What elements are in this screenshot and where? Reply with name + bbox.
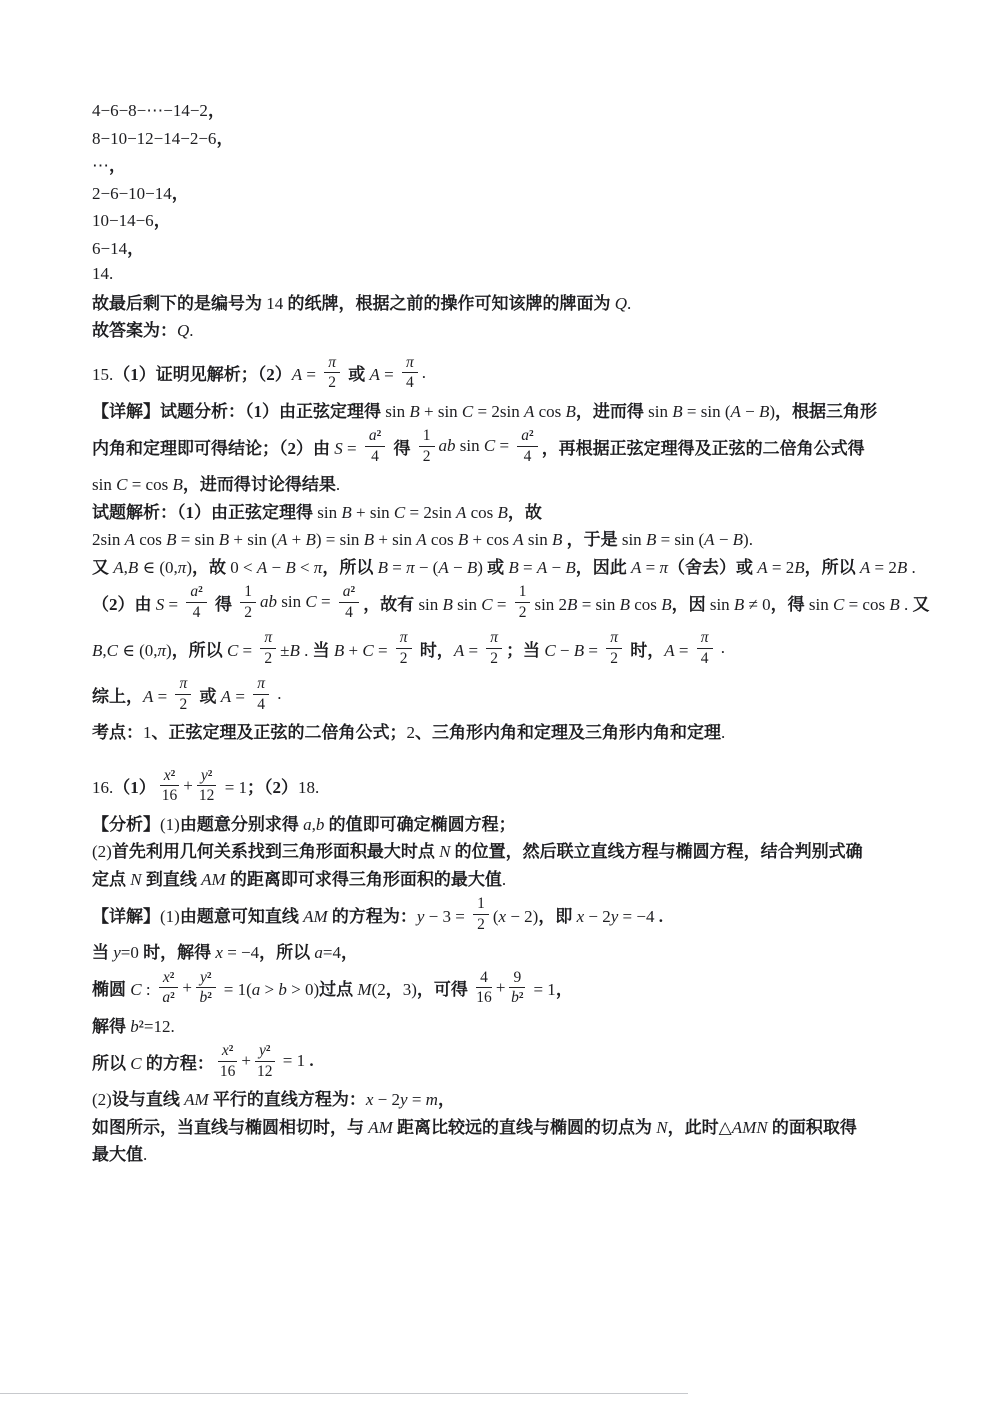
problem14-elimination-sequences	[92, 95, 962, 343]
p16-analysis-1: 【分析】(1)由题意分别求得 a,b 的值即可确定椭圆方程；	[92, 814, 516, 834]
fraction: $\frac{\text{y²}}{12}$	[255, 1042, 275, 1080]
fraction: x² 16	[160, 767, 180, 805]
fraction: x² a²	[159, 969, 179, 1007]
p15-answer: 15.（1）证明见解析；（2）A = $\frac{\pi}{2}$ 或 A = $\frac{\pi}{4}$ .	[92, 353, 426, 391]
p16-detail-2: 当 y=0 时，解得 x = −4，所以 a=4，	[92, 943, 358, 963]
p15-solution-5: B,C ∈ (0,π)，所以 C = $\frac{\pi}{2}$ ±B . 当 B + C = $\frac{\pi}{2}$ 时，A = $\frac{\pi}{2}$ ；当 C − B = $\frac{\pi}{2}$ 时，A = $\frac{\pi}{4}$ .	[92, 629, 725, 667]
seq-line-5: 10−14−6，	[92, 211, 171, 231]
answer-statement: 故答案为：Q.	[92, 321, 194, 341]
fraction: $\frac{\pi}{4}$	[253, 675, 269, 713]
p15-solution-4: （2）由 S = $\frac{\text{a²}}{4}$ 得 1 2 ab sin C = $\frac{\text{a²}}{4}$ ，故有 sin B sin C = $\frac{1}{2}$ sin 2B = sin B cos B，因 sin B ≠ 0，得 sin C = cos B . 又	[92, 583, 930, 621]
p15-analysis-1: 【详解】试题分析：（1）由正弦定理得 sin B + sin C = 2sin A cos B，进而得 sin B = sin (A − B)，根据三角形	[92, 401, 878, 421]
seq-line-1: 4−6−8−⋯−14−2，	[92, 101, 225, 121]
fraction: $\frac{\text{a²}}{4}$	[186, 583, 206, 621]
fraction: $\frac{\pi}{2}$	[260, 629, 276, 667]
p16-detail-3: 椭圆 C : x² a² + $\frac{\text{y²}}{\text{b²}}$ = 1(a > b > 0)过点 M(2，3)，可得 4 16 + $\frac{9}{\text{b²}}$ = 1，	[92, 968, 573, 1006]
fraction: $\frac{9}{\text{b²}}$	[511, 968, 524, 1006]
p15-solution-2: 2sin A cos B = sin B + sin (A + B) = sin B + sin A cos B + cos A sin B ，于是 sin B = sin (A − B).	[92, 530, 753, 550]
p15-keypoints: 考点：1、正弦定理及正弦的二倍角公式；2、三角形内角和定理及三角形内角和定理.	[92, 723, 726, 743]
seq-line-4: 2−6−10−14，	[92, 183, 189, 203]
fraction: $\frac{\pi}{2}$	[175, 675, 191, 713]
seq-line-6: 6−14，	[92, 238, 145, 258]
seq-line-3: ⋯，	[92, 156, 126, 176]
fraction: $\frac{\pi}{2}$	[324, 354, 340, 392]
fraction: $\frac{\text{y²}}{12}$	[197, 767, 217, 805]
p16-detail-1: 【详解】(1)由题意可知直线 AM 的方程为：y − 3 = $\frac{1}{2}$ (x − 2)，即 x − 2y = −4 .	[92, 895, 663, 933]
fraction: x² 16	[218, 1042, 238, 1080]
p15-summary: 综上，A = $\frac{\pi}{2}$ 或 A = $\frac{\pi}{4}$ .	[92, 675, 282, 713]
fraction: $\frac{\pi}{2}$	[486, 629, 502, 667]
fraction: $\frac{\text{a²}}{4}$	[365, 427, 385, 465]
fraction: 1 2	[240, 583, 256, 621]
seq-line-7: 14.	[92, 263, 114, 283]
page-edge-rule	[0, 1393, 688, 1394]
fraction: 1 2	[419, 427, 435, 465]
fraction: $\frac{\pi}{4}$	[697, 629, 713, 667]
problem16-solution	[92, 763, 962, 1167]
p16-analysis-3: 定点 N 到直线 AM 的距离即可求得三角形面积的最大值.	[92, 869, 507, 889]
fraction: 4 16	[476, 968, 492, 1006]
fraction: $\frac{\pi}{2}$	[606, 629, 622, 667]
p16-detail-4: 解得 b²=12.	[92, 1016, 175, 1036]
problem15-solution	[92, 350, 962, 745]
fraction: $\frac{\text{a²}}{4}$	[517, 427, 537, 465]
fraction: $\frac{1}{2}$	[515, 583, 531, 621]
p16-detail-6: (2)设与直线 AM 平行的直线方程为：x − 2y = m，	[92, 1090, 455, 1110]
p16-analysis-2: (2)首先利用几何关系找到三角形面积最大时点 N 的位置，然后联立直线方程与椭圆方程，结合判别式确	[92, 842, 863, 862]
card-conclusion: 故最后剩下的是编号为 14 的纸牌，根据之前的操作可知该牌的牌面为 Q.	[92, 293, 632, 313]
fraction: $\frac{\text{a²}}{4}$	[339, 583, 359, 621]
p16-detail-7: 如图所示，当直线与椭圆相切时，与 AM 距离比较远的直线与椭圆的切点为 N，此时△AMN 的面积取得	[92, 1117, 857, 1137]
fraction: $\frac{\pi}{2}$	[396, 629, 412, 667]
p15-analysis-3: sin C = cos B，进而得讨论得结果.	[92, 475, 341, 495]
fraction: $\frac{\pi}{4}$	[402, 354, 418, 392]
p15-solution-1: 试题解析：（1）由正弦定理得 sin B + sin C = 2sin A cos B，故	[92, 502, 542, 522]
p16-detail-8: 最大值.	[92, 1145, 148, 1165]
fraction: $\frac{\text{y²}}{\text{b²}}$	[196, 969, 216, 1007]
p15-analysis-2: 内角和定理即可得结论；（2）由 S = $\frac{\text{a²}}{4}$ 得 1 2 ab sin C = $\frac{\text{a²}}{4}$ ，再根据正弦定理得及正弦的二倍角公式得	[92, 427, 865, 465]
p16-answer: 16.（1） x² 16 + $\frac{\text{y²}}{12}$ = 1；（2）18.	[92, 766, 320, 804]
p16-detail-5: 所以 C 的方程： x² 16 + $\frac{\text{y²}}{12}$ = 1 .	[92, 1042, 314, 1080]
seq-line-2: 8−10−12−14−2−6，	[92, 128, 234, 148]
p15-solution-3: 又 A,B ∈ (0,π)，故 0 < A − B < π，所以 B = π − (A − B) 或 B = A − B，因此 A = π（舍去）或 A = 2B，所以 A = 2B .	[92, 557, 916, 577]
fraction: $\frac{1}{2}$	[473, 895, 489, 933]
